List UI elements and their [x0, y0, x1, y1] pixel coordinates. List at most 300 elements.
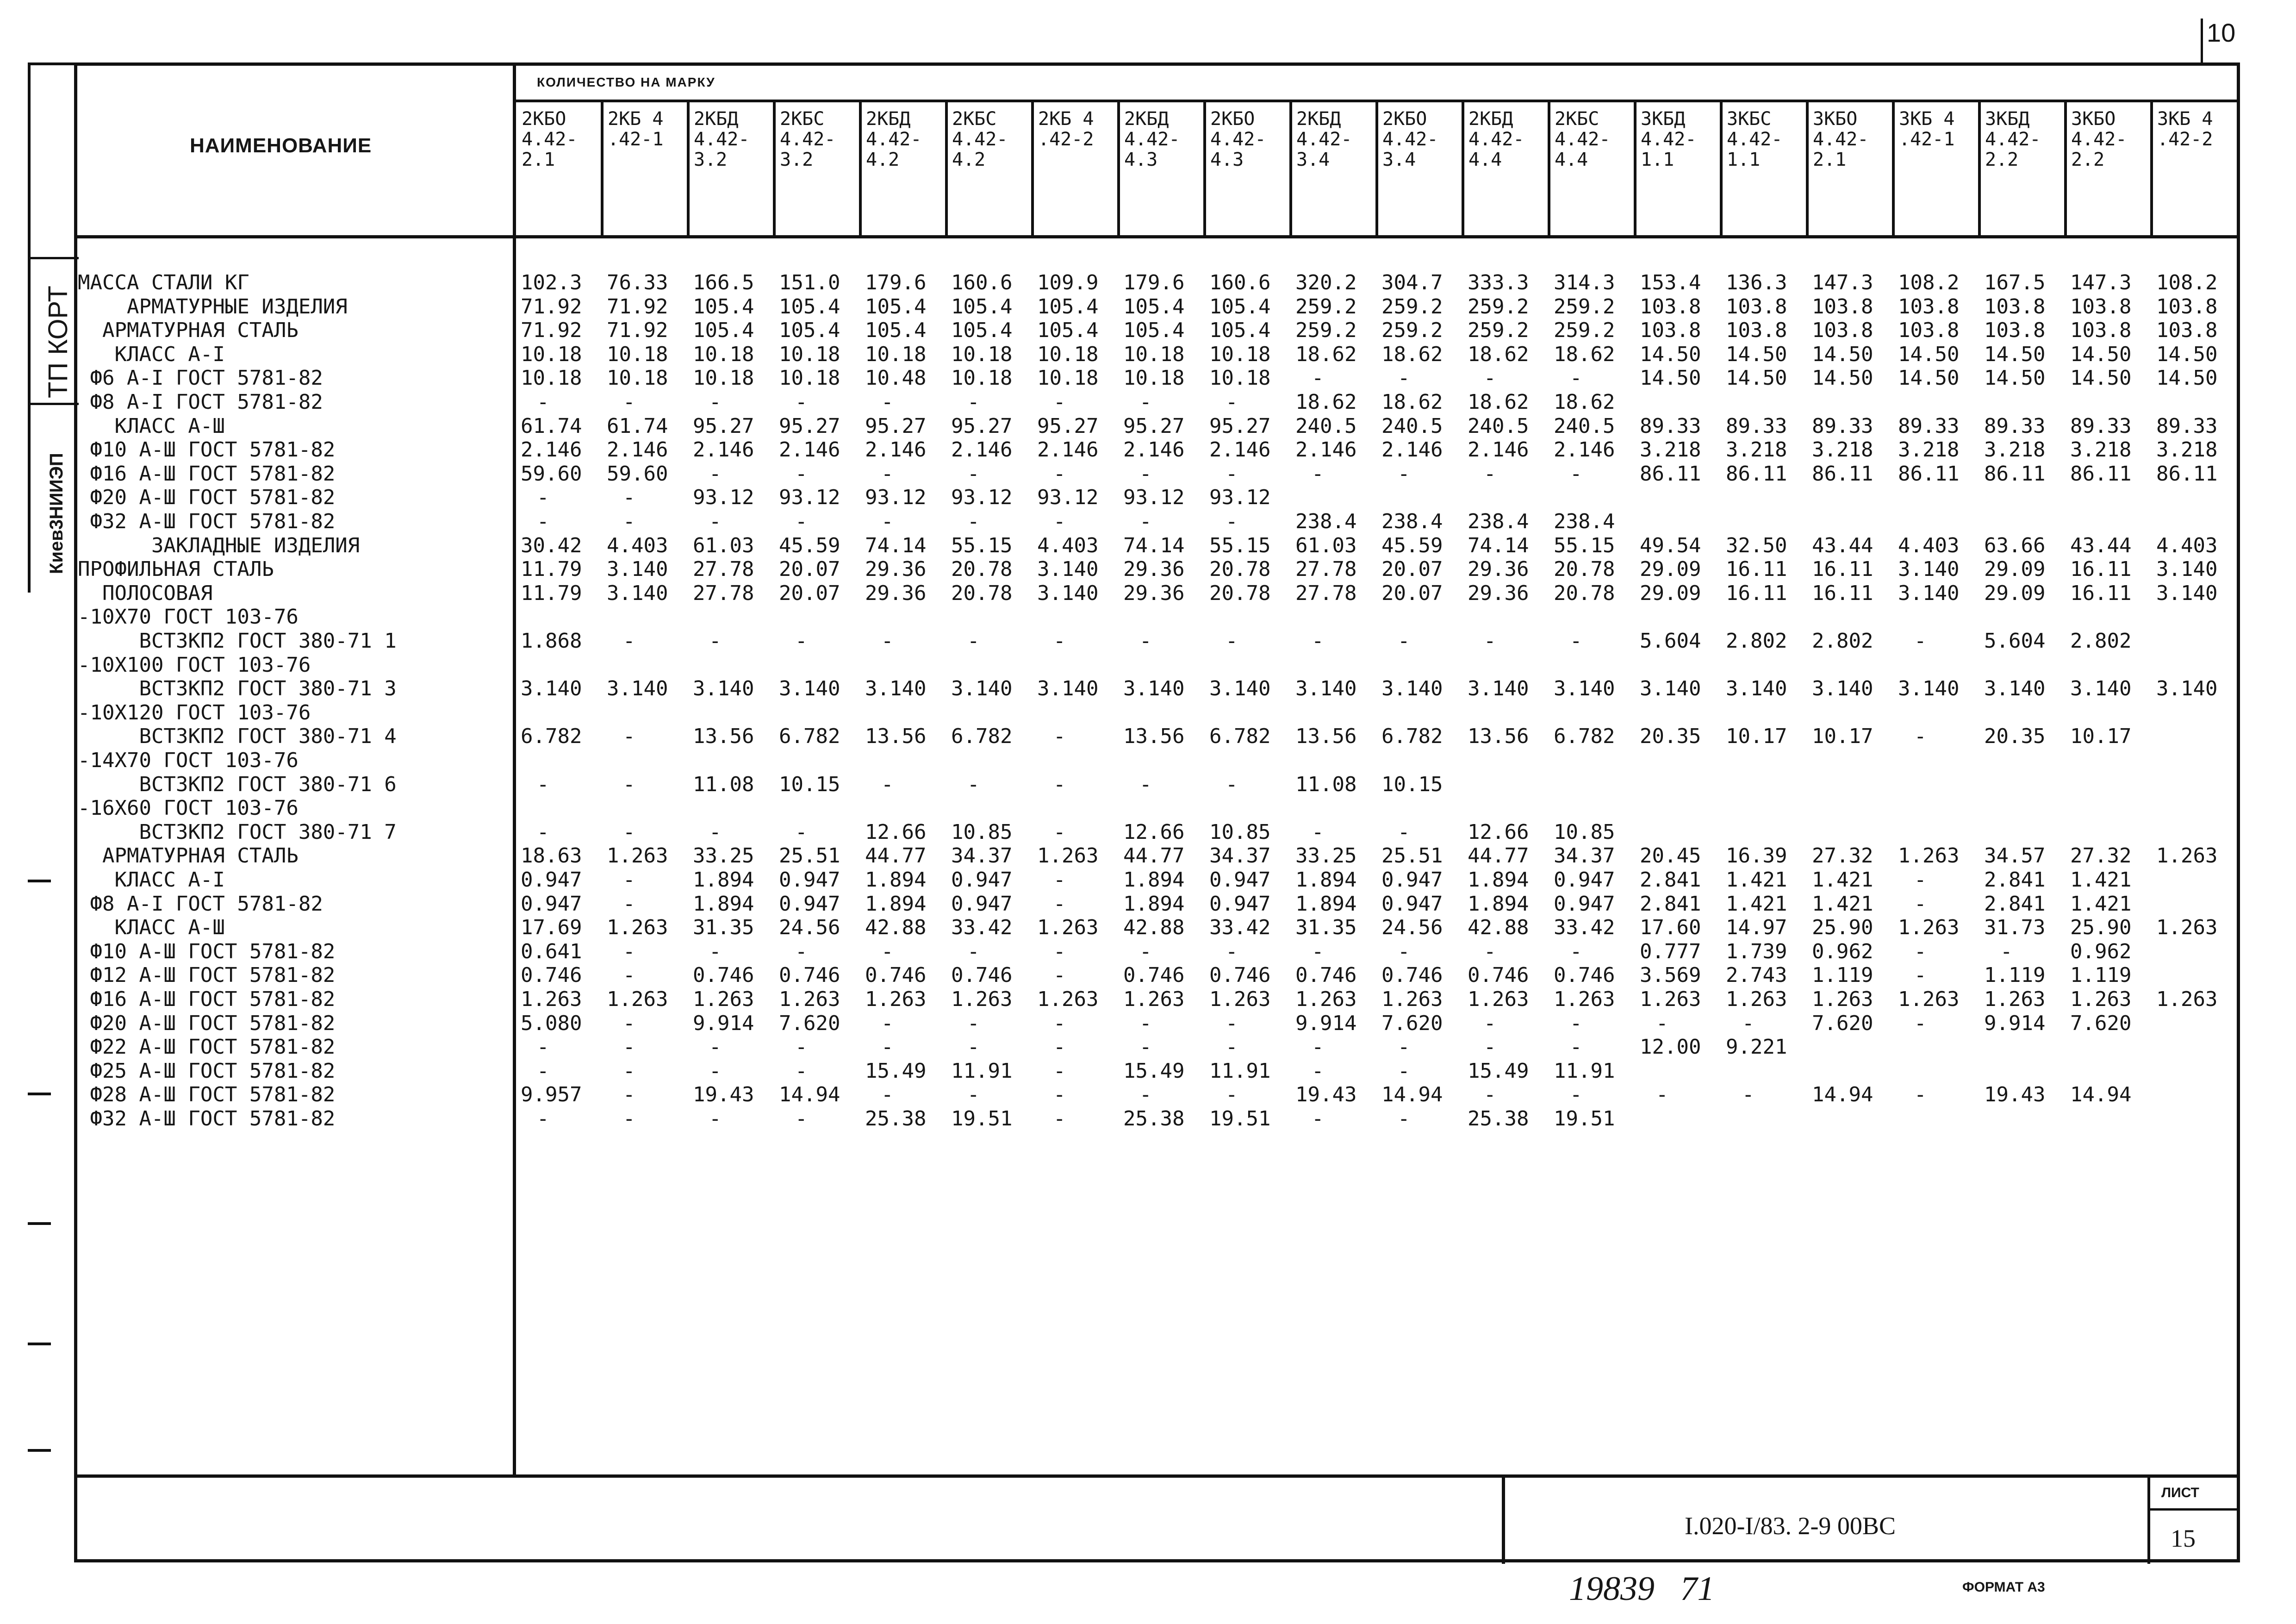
table-cell: 55.15	[951, 533, 1013, 557]
table-cell: 34.37	[1209, 844, 1271, 868]
table-cell: 95.27	[865, 414, 927, 438]
table-cell: 1.894	[1468, 868, 1529, 892]
document-code: I.020-I/83. 2-9 00ВС	[1685, 1512, 1896, 1540]
table-cell: 105.4	[865, 319, 927, 343]
stamp-divider	[1502, 1476, 1505, 1564]
row-name: КЛАСС А-I	[78, 868, 225, 892]
column-header-line: 2КБО	[1210, 108, 1255, 130]
table-cell: 1.263	[1209, 987, 1271, 1011]
table-cell: 17.60	[1640, 916, 1701, 940]
table-cell: 20.78	[951, 581, 1013, 605]
table-cell: 9.914	[1295, 1011, 1357, 1035]
table-cell: 1.421	[2070, 868, 2132, 892]
table-cell: 19.43	[693, 1083, 754, 1107]
row-name: МАССА СТАЛИ КГ	[78, 271, 249, 294]
table-cell: 3.218	[2070, 438, 2132, 462]
table-cell: 0.746	[1295, 963, 1357, 987]
table-cell: 3.140	[607, 557, 668, 581]
column-header	[1382, 109, 1438, 170]
row-name: ВСТ3КП2 ГОСТ 380-71 1	[78, 629, 397, 653]
column-header-line: 4.42-	[694, 129, 750, 150]
table-cell: -	[1053, 629, 1066, 653]
table-cell: 31.35	[693, 916, 754, 940]
table-cell: 314.3	[1554, 271, 1615, 294]
table-cell: 16.11	[1812, 581, 1873, 605]
column-header-line: 2КБД	[694, 108, 739, 130]
table-cell: -	[1053, 1035, 1066, 1059]
table-cell: -	[537, 510, 549, 533]
table-cell: -	[1226, 462, 1238, 486]
table-cell: -	[537, 820, 549, 844]
column-header-line: 2.2	[2071, 149, 2105, 170]
row-name: Ф32 А-Ш ГОСТ 5781-82	[78, 510, 336, 533]
table-cell: 10.17	[2070, 725, 2132, 749]
table-cell: -	[1914, 939, 1927, 963]
table-cell: 29.09	[1984, 557, 2046, 581]
sidebar-dept: ТП КОРТ	[43, 286, 73, 398]
column-rule	[1978, 101, 1981, 236]
table-cell: 13.56	[1468, 725, 1529, 749]
table-cell: 10.85	[1209, 820, 1271, 844]
table-cell: -	[709, 1035, 722, 1059]
table-cell: 259.2	[1295, 294, 1357, 319]
table-cell: 3.140	[1726, 677, 1787, 701]
table-cell: 93.12	[1123, 486, 1185, 510]
table-cell: -	[537, 486, 549, 510]
table-cell: 3.140	[2156, 677, 2218, 701]
table-cell: 1.263	[1468, 987, 1529, 1011]
table-cell: 105.4	[693, 294, 754, 319]
table-cell: 3.140	[521, 677, 582, 701]
table-cell: 49.54	[1640, 533, 1701, 557]
table-cell: 5.604	[1984, 629, 2046, 653]
column-header-line: 4.42-	[780, 129, 836, 150]
table-cell: -	[1570, 1035, 1582, 1059]
column-header-line: 2.1	[522, 149, 555, 170]
table-cell: 103.8	[1984, 294, 2046, 319]
table-cell: -	[795, 1107, 808, 1131]
table-cell: -	[709, 1107, 722, 1131]
table-cell: -	[1053, 772, 1066, 796]
table-cell: 29.36	[865, 557, 927, 581]
table-cell: 3.218	[1640, 438, 1701, 462]
column-rule	[2064, 101, 2067, 236]
table-cell: 105.4	[865, 294, 927, 319]
table-cell: -	[967, 1083, 980, 1107]
table-cell: 1.421	[1812, 868, 1873, 892]
table-cell: -	[795, 1059, 808, 1083]
table-cell: 2.802	[2070, 629, 2132, 653]
table-cell: 33.42	[951, 916, 1013, 940]
table-cell: -	[1484, 629, 1496, 653]
table-cell: 14.50	[1898, 366, 1960, 390]
table-cell: 2.743	[1726, 963, 1787, 987]
column-header-line: 4.42-	[1210, 129, 1266, 150]
table-cell: -	[1053, 963, 1066, 987]
table-cell: 13.56	[1123, 725, 1185, 749]
table-cell: 14.94	[2070, 1083, 2132, 1107]
table-cell: 147.3	[1812, 271, 1873, 294]
column-header-line: 2КБ 4	[608, 108, 664, 130]
table-cell: -	[537, 1035, 549, 1059]
table-cell: -	[1053, 510, 1066, 533]
table-cell: 15.49	[865, 1059, 927, 1083]
table-cell: 2.146	[1037, 438, 1099, 462]
table-cell: 89.33	[2156, 414, 2218, 438]
table-cell: 3.218	[1812, 438, 1873, 462]
table-cell: 25.90	[2070, 916, 2132, 940]
table-cell: 105.4	[951, 319, 1013, 343]
table-cell: -	[623, 1083, 635, 1107]
table-cell: 14.94	[779, 1083, 840, 1107]
table-cell: -	[1484, 1083, 1496, 1107]
table-cell: -	[1398, 366, 1410, 390]
table-cell: 4.403	[607, 533, 668, 557]
table-cell: 3.140	[2070, 677, 2132, 701]
column-header	[522, 109, 577, 170]
table-cell: 14.50	[2070, 342, 2132, 366]
table-cell: 20.78	[951, 557, 1013, 581]
table-cell: 3.140	[1295, 677, 1357, 701]
table-cell: -	[623, 939, 635, 963]
table-cell: 1.894	[1295, 892, 1357, 916]
table-cell: 2.146	[607, 438, 668, 462]
table-cell: -	[623, 725, 635, 749]
sheet-label: ЛИСТ	[2161, 1485, 2199, 1500]
table-cell: 1.119	[2070, 963, 2132, 987]
table-cell: 20.35	[1640, 725, 1701, 749]
table-cell: 1.263	[2156, 987, 2218, 1011]
table-cell: 259.2	[1554, 294, 1615, 319]
table-cell: 95.27	[779, 414, 840, 438]
table-cell: 86.11	[1898, 462, 1960, 486]
top-right-tick	[2201, 19, 2203, 62]
table-cell: 19.51	[1554, 1107, 1615, 1131]
table-cell: 55.15	[1209, 533, 1271, 557]
table-cell: 1.263	[1898, 987, 1960, 1011]
table-cell: -	[537, 1059, 549, 1083]
table-cell: 109.9	[1037, 271, 1099, 294]
table-cell: -	[967, 462, 980, 486]
table-cell: -	[1053, 892, 1066, 916]
column-header-line: 4.42-	[1641, 129, 1697, 150]
table-cell: 20.35	[1984, 725, 2046, 749]
table-cell: 10.18	[865, 342, 927, 366]
table-cell: 3.140	[607, 581, 668, 605]
qty-column-header: КОЛИЧЕСТВО НА МАРКУ	[537, 75, 716, 89]
table-cell: -	[1139, 1083, 1152, 1107]
table-cell: 20.78	[1209, 581, 1271, 605]
table-cell: 1.263	[1381, 987, 1443, 1011]
table-cell: 10.15	[779, 772, 840, 796]
table-cell: 1.263	[1640, 987, 1701, 1011]
table-cell: 2.146	[1123, 438, 1185, 462]
row-name: Ф8 А-I ГОСТ 5781-82	[78, 390, 323, 414]
table-cell: 5.604	[1640, 629, 1701, 653]
table-cell: 1.263	[951, 987, 1013, 1011]
table-cell: 1.894	[1468, 892, 1529, 916]
column-header	[2071, 109, 2127, 170]
row-name: -10Х120 ГОСТ 103-76	[78, 700, 311, 725]
table-cell: 0.947	[1554, 868, 1615, 892]
row-name: ВСТ3КП2 ГОСТ 380-71 4	[78, 725, 397, 749]
table-cell: -	[1398, 1035, 1410, 1059]
table-cell: 20.07	[779, 557, 840, 581]
table-cell: 25.90	[1812, 916, 1873, 940]
table-cell: 153.4	[1640, 271, 1701, 294]
table-cell: 18.62	[1295, 342, 1357, 366]
table-cell: 11.91	[1554, 1059, 1615, 1083]
table-cell: 167.5	[1984, 271, 2046, 294]
column-header-line: 2.2	[1985, 149, 2019, 170]
column-header-line: 4.42-	[866, 129, 922, 150]
table-cell: 3.218	[1984, 438, 2046, 462]
table-cell: -	[1656, 1083, 1668, 1107]
table-cell: 240.5	[1554, 414, 1615, 438]
row-name: ПРОФИЛЬНАЯ СТАЛЬ	[78, 557, 274, 581]
table-cell: 55.15	[1554, 533, 1615, 557]
column-header-line: 2КБ 4	[1038, 108, 1094, 130]
table-cell: -	[623, 486, 635, 510]
table-cell: 1.894	[693, 868, 754, 892]
table-cell: 13.56	[1295, 725, 1357, 749]
table-cell: 1.263	[1037, 987, 1099, 1011]
table-cell: -	[1570, 629, 1582, 653]
table-cell: 105.4	[951, 294, 1013, 319]
table-cell: -	[967, 390, 980, 414]
table-cell: 0.746	[951, 963, 1013, 987]
table-cell: 14.94	[1812, 1083, 1873, 1107]
table-cell: 105.4	[1123, 319, 1185, 343]
row-name: Ф32 А-Ш ГОСТ 5781-82	[78, 1107, 336, 1131]
table-cell: 2.841	[1640, 892, 1701, 916]
table-cell: 27.78	[1295, 581, 1357, 605]
table-cell: -	[623, 390, 635, 414]
table-cell: 320.2	[1295, 271, 1357, 294]
table-cell: 14.50	[1640, 342, 1701, 366]
table-cell: -	[1226, 1083, 1238, 1107]
column-header-line: 3КБД	[1985, 108, 2030, 130]
table-cell: 95.27	[951, 414, 1013, 438]
stamp-sheet-divider	[2147, 1476, 2150, 1564]
table-cell: 1.263	[607, 916, 668, 940]
table-cell: 14.50	[1726, 342, 1787, 366]
row-name: Ф20 А-Ш ГОСТ 5781-82	[78, 486, 336, 510]
table-cell: 13.56	[865, 725, 927, 749]
table-cell: -	[1312, 1107, 1324, 1131]
table-cell: 3.140	[1984, 677, 2046, 701]
table-cell: 3.140	[1381, 677, 1443, 701]
column-header-line: .42-2	[1038, 129, 1094, 150]
column-header-line: 4.42-	[1813, 129, 1869, 150]
table-cell: -	[1139, 390, 1152, 414]
table-cell: 10.85	[1554, 820, 1615, 844]
table-cell: 89.33	[1726, 414, 1787, 438]
table-cell: -	[1656, 1011, 1668, 1035]
column-header-line: 4.42-	[1124, 129, 1180, 150]
table-cell: -	[623, 510, 635, 533]
column-header	[1813, 109, 1868, 170]
column-rule	[1117, 101, 1120, 236]
table-cell: -	[1312, 1035, 1324, 1059]
table-cell: 2.802	[1726, 629, 1787, 653]
table-cell: -	[967, 939, 980, 963]
column-rule	[1031, 101, 1034, 236]
column-header-line: 2КБС	[780, 108, 825, 130]
row-name: -14Х70 ГОСТ 103-76	[78, 749, 299, 772]
table-cell: 1.263	[1295, 987, 1357, 1011]
table-cell: 1.263	[607, 844, 668, 868]
table-cell: -	[1570, 366, 1582, 390]
table-cell: 14.50	[1984, 342, 2046, 366]
top-page-number: 10	[2207, 18, 2236, 47]
table-cell: 45.59	[779, 533, 840, 557]
table-cell: 16.11	[1726, 581, 1787, 605]
row-name: -10Х100 ГОСТ 103-76	[78, 653, 311, 677]
table-cell: 0.746	[1123, 963, 1185, 987]
row-name: ВСТ3КП2 ГОСТ 380-71 7	[78, 820, 397, 844]
table-cell: -	[1398, 1107, 1410, 1131]
table-cell: 7.620	[2070, 1011, 2132, 1035]
table-cell: 93.12	[951, 486, 1013, 510]
table-cell: 89.33	[2070, 414, 2132, 438]
table-cell: 45.59	[1381, 533, 1443, 557]
table-cell: 179.6	[1123, 271, 1185, 294]
table-cell: -	[1226, 390, 1238, 414]
column-header-line: 4.42-	[1727, 129, 1783, 150]
table-cell: 0.641	[521, 939, 582, 963]
sidebar-rule-1	[28, 257, 79, 259]
table-cell: 34.57	[1984, 844, 2046, 868]
column-header	[1296, 109, 1352, 170]
table-cell: -	[1053, 462, 1066, 486]
table-cell: 14.50	[1726, 366, 1787, 390]
table-cell: 3.140	[865, 677, 927, 701]
table-cell: 89.33	[1984, 414, 2046, 438]
table-cell: 0.947	[779, 892, 840, 916]
row-name: ВСТ3КП2 ГОСТ 380-71 6	[78, 772, 397, 796]
column-header-line: 4.42-	[952, 129, 1008, 150]
table-cell: 15.49	[1123, 1059, 1185, 1083]
table-cell: 86.11	[1812, 462, 1873, 486]
table-cell: 20.78	[1209, 557, 1271, 581]
table-cell: 1.263	[779, 987, 840, 1011]
table-cell: 1.119	[1984, 963, 2046, 987]
sidebar-rule	[28, 65, 31, 593]
table-cell: 105.4	[1209, 319, 1271, 343]
table-cell: 71.92	[521, 319, 582, 343]
table-cell: 3.140	[951, 677, 1013, 701]
column-header	[952, 109, 1008, 170]
row-name: ЗАКЛАДНЫЕ ИЗДЕЛИЯ	[78, 533, 360, 557]
table-cell: 151.0	[779, 271, 840, 294]
table-cell: 14.94	[1381, 1083, 1443, 1107]
stamp-sheet-rule	[2147, 1508, 2240, 1511]
table-cell: 29.09	[1640, 557, 1701, 581]
table-cell: -	[1570, 1083, 1582, 1107]
table-cell: 2.802	[1812, 629, 1873, 653]
table-cell: 14.50	[1812, 366, 1873, 390]
table-cell: 105.4	[693, 319, 754, 343]
table-cell: 0.746	[521, 963, 582, 987]
table-cell: -	[1226, 772, 1238, 796]
table-cell: 18.62	[1381, 390, 1443, 414]
column-rule	[1289, 101, 1292, 236]
table-cell: 93.12	[693, 486, 754, 510]
table-cell: 10.17	[1812, 725, 1873, 749]
column-header	[866, 109, 921, 170]
table-cell: 14.50	[2156, 342, 2218, 366]
table-cell: 3.140	[693, 677, 754, 701]
table-cell: -	[709, 462, 722, 486]
table-cell: 304.7	[1381, 271, 1443, 294]
column-header	[694, 109, 749, 170]
table-cell: 31.73	[1984, 916, 2046, 940]
table-cell: 25.51	[1381, 844, 1443, 868]
table-cell: 3.140	[1898, 677, 1960, 701]
table-cell: 259.2	[1468, 294, 1529, 319]
table-cell: 1.263	[1037, 844, 1099, 868]
column-header	[1555, 109, 1610, 170]
row-name: АРМАТУРНАЯ СТАЛЬ	[78, 319, 299, 343]
table-cell: 3.140	[1468, 677, 1529, 701]
table-cell: 259.2	[1554, 319, 1615, 343]
table-cell: 95.27	[1209, 414, 1271, 438]
table-cell: 71.92	[607, 319, 668, 343]
row-name: Ф28 А-Ш ГОСТ 5781-82	[78, 1083, 336, 1107]
table-cell: 29.09	[1640, 581, 1701, 605]
sidebar-rule-2	[28, 403, 79, 405]
column-rule	[687, 101, 690, 236]
table-cell: 34.37	[951, 844, 1013, 868]
table-cell: 18.62	[1468, 390, 1529, 414]
table-cell: -	[967, 510, 980, 533]
table-cell: 29.36	[1468, 581, 1529, 605]
table-cell: -	[1226, 510, 1238, 533]
table-cell: 1.894	[693, 892, 754, 916]
table-cell: -	[1312, 820, 1324, 844]
margin-tick	[28, 1343, 51, 1345]
table-cell: 103.8	[2070, 294, 2132, 319]
column-rule	[1720, 101, 1723, 236]
table-cell: 1.263	[607, 987, 668, 1011]
table-cell: 12.00	[1640, 1035, 1701, 1059]
table-cell: 240.5	[1468, 414, 1529, 438]
table-cell: 12.66	[865, 820, 927, 844]
table-cell: 74.14	[1468, 533, 1529, 557]
table-cell: 27.78	[693, 581, 754, 605]
table-cell: 1.263	[1812, 987, 1873, 1011]
table-cell: 160.6	[1209, 271, 1271, 294]
column-rule	[1892, 101, 1895, 236]
table-cell: 1.894	[865, 868, 927, 892]
table-cell: 59.60	[521, 462, 582, 486]
table-cell: -	[623, 1035, 635, 1059]
table-cell: 3.140	[1898, 581, 1960, 605]
table-cell: 27.78	[1295, 557, 1357, 581]
row-name: КЛАСС А-Ш	[78, 414, 225, 438]
table-cell: -	[1139, 772, 1152, 796]
margin-tick	[28, 1449, 51, 1452]
margin-tick	[28, 1222, 51, 1225]
table-cell: 12.66	[1468, 820, 1529, 844]
table-cell: 2.146	[521, 438, 582, 462]
table-cell: 3.140	[2156, 557, 2218, 581]
table-cell: 20.78	[1554, 581, 1615, 605]
table-cell: 18.62	[1554, 342, 1615, 366]
table-cell: -	[1484, 462, 1496, 486]
row-name: Ф16 А-Ш ГОСТ 5781-82	[78, 462, 336, 486]
